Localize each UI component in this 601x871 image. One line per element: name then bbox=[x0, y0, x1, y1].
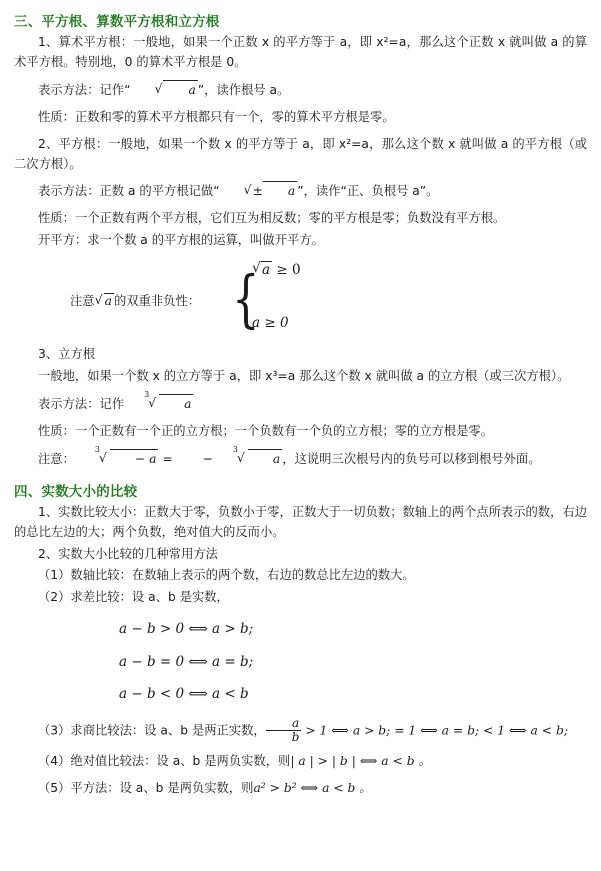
cube-radical-a-symbol: √ 3 a bbox=[124, 394, 193, 415]
note-label: 注意 √ a 的双重非负性： bbox=[70, 291, 200, 309]
formula-difference-2: a − b = 0 ⟺ a = b; bbox=[119, 653, 254, 670]
formula-quotient: > 1 ⟺ a > b; = 1 ⟺ a = b; < 1 ⟺ a < b; bbox=[305, 723, 569, 738]
paragraph-arithmetic-sqrt-property: 性质：正数和零的算术平方根都只有一个，零的算术平方根是零。 bbox=[38, 109, 395, 124]
curly-brace-icon: { bbox=[232, 262, 260, 336]
paragraph-compare-methods-title: 2、实数大小比较的几种常用方法 bbox=[38, 546, 218, 561]
paragraph-real-compare-rule: 1、实数比较大小：正数大于零，负数小于零，正数大于一切负数；数轴上的两个点所表示的数，右边的总比左边的大；两个负数，绝对值大的反而小。 bbox=[14, 504, 587, 539]
radical-plusminus-a-symbol: √ ± a bbox=[220, 181, 298, 202]
neg-cube-radical-a-symbol: − √ 3 a bbox=[177, 449, 283, 470]
paragraph-sqrt-definition: 2、平方根：一般地，如果一个数 x 的平方等于 a，即 x²=a，那么这个数 x 就叫做 a 的平方根（或二次方根）。 bbox=[14, 136, 587, 171]
note-branch-bottom: a ≥ 0 bbox=[252, 315, 289, 332]
paragraph-method-absolute: （4）绝对值比较法：设 a、b 是两负实数，则| a | > | b | ⟺ a < b 。 bbox=[38, 753, 431, 768]
section-heading-3: 三、平方根、算数平方根和立方根 bbox=[14, 14, 220, 30]
note-double-nonnegativity bbox=[14, 261, 587, 339]
paragraph-extract-sqrt: 开平方：求一个数 a 的平方根的运算，叫做开平方。 bbox=[38, 233, 324, 248]
paragraph-cube-root-title: 3、立方根 bbox=[38, 347, 96, 362]
formula-difference-1: a − b > 0 ⟺ a > b; bbox=[119, 621, 254, 638]
paragraph-method-numberline: （1）数轴比较：在数轴上表示的两个数，右边的数总比左边的数大。 bbox=[38, 568, 415, 583]
formula-absolute: | a | > | b | ⟺ a < b 。 bbox=[290, 753, 431, 768]
fraction-a-over-b: $\frac{a}{b}$ bbox=[266, 717, 302, 745]
paragraph-arithmetic-sqrt-notation: 表示方法：记作“ √ a ”，读作根号 a。 bbox=[14, 80, 587, 101]
cube-radical-neg-a-symbol: √ 3 − a bbox=[75, 449, 159, 470]
paragraph-method-square: （5）平方法：设 a、b 是两负实数，则a² > b² ⟺ a < b 。 bbox=[38, 780, 372, 795]
paragraph-cube-root-property: 性质：一个正数有一个正的立方根；一个负数有一个负的立方根；零的立方根是零。 bbox=[38, 423, 493, 438]
formula-difference-3: a − b < 0 ⟺ a < b bbox=[119, 686, 249, 703]
paragraph-sqrt-property: 性质：一个正数有两个平方根，它们互为相反数；零的平方根是零；负数没有平方根。 bbox=[38, 211, 506, 226]
radical-a-symbol: √ a bbox=[130, 80, 197, 101]
paragraph-arithmetic-sqrt-definition: 1、算术平方根：一般地，如果一个正数 x 的平方等于 a，即 x²=a，那么这个正数 x 就叫做 a 的算术平方根。特别地，0 的算术平方根是 0。 bbox=[14, 35, 587, 69]
radical-a-note-icon: √ a bbox=[95, 293, 114, 308]
formula-square: a² > b² ⟺ a < b 。 bbox=[253, 780, 372, 795]
paragraph-cube-root-notation: 表示方法：记作 √ 3 a bbox=[14, 394, 587, 415]
section-heading-4: 四、实数大小的比较 bbox=[14, 483, 138, 500]
paragraph-method-difference: （2）求差比较：设 a、b 是实数， bbox=[38, 590, 229, 605]
paragraph-method-quotient: （3）求商比较法：设 a、b 是两正实数， $\frac{a}{b}$ > 1 ⟺ a > b; = 1 ⟺ a = b; < 1 ⟺ a < b; bbox=[38, 716, 569, 745]
radical-a-branch-icon: √ a bbox=[252, 261, 272, 278]
paragraph-sqrt-notation: 表示方法：正数 a 的平方根记做“ √ ± a ”，读作“正、负根号 a”。 bbox=[14, 181, 587, 202]
note-branch-top: √ a ≥ 0 bbox=[252, 261, 301, 278]
paragraph-cube-root-definition: 一般地，如果一个数 x 的立方等于 a，即 x³=a 那么这个数 x 就叫做 a 的立方根（或三次方根）。 bbox=[38, 369, 570, 384]
paragraph-cube-root-attention: 注意： √ 3 − a = − √ 3 a ，这说明三次根号内的负号可以移到根号外面。 bbox=[14, 449, 587, 470]
